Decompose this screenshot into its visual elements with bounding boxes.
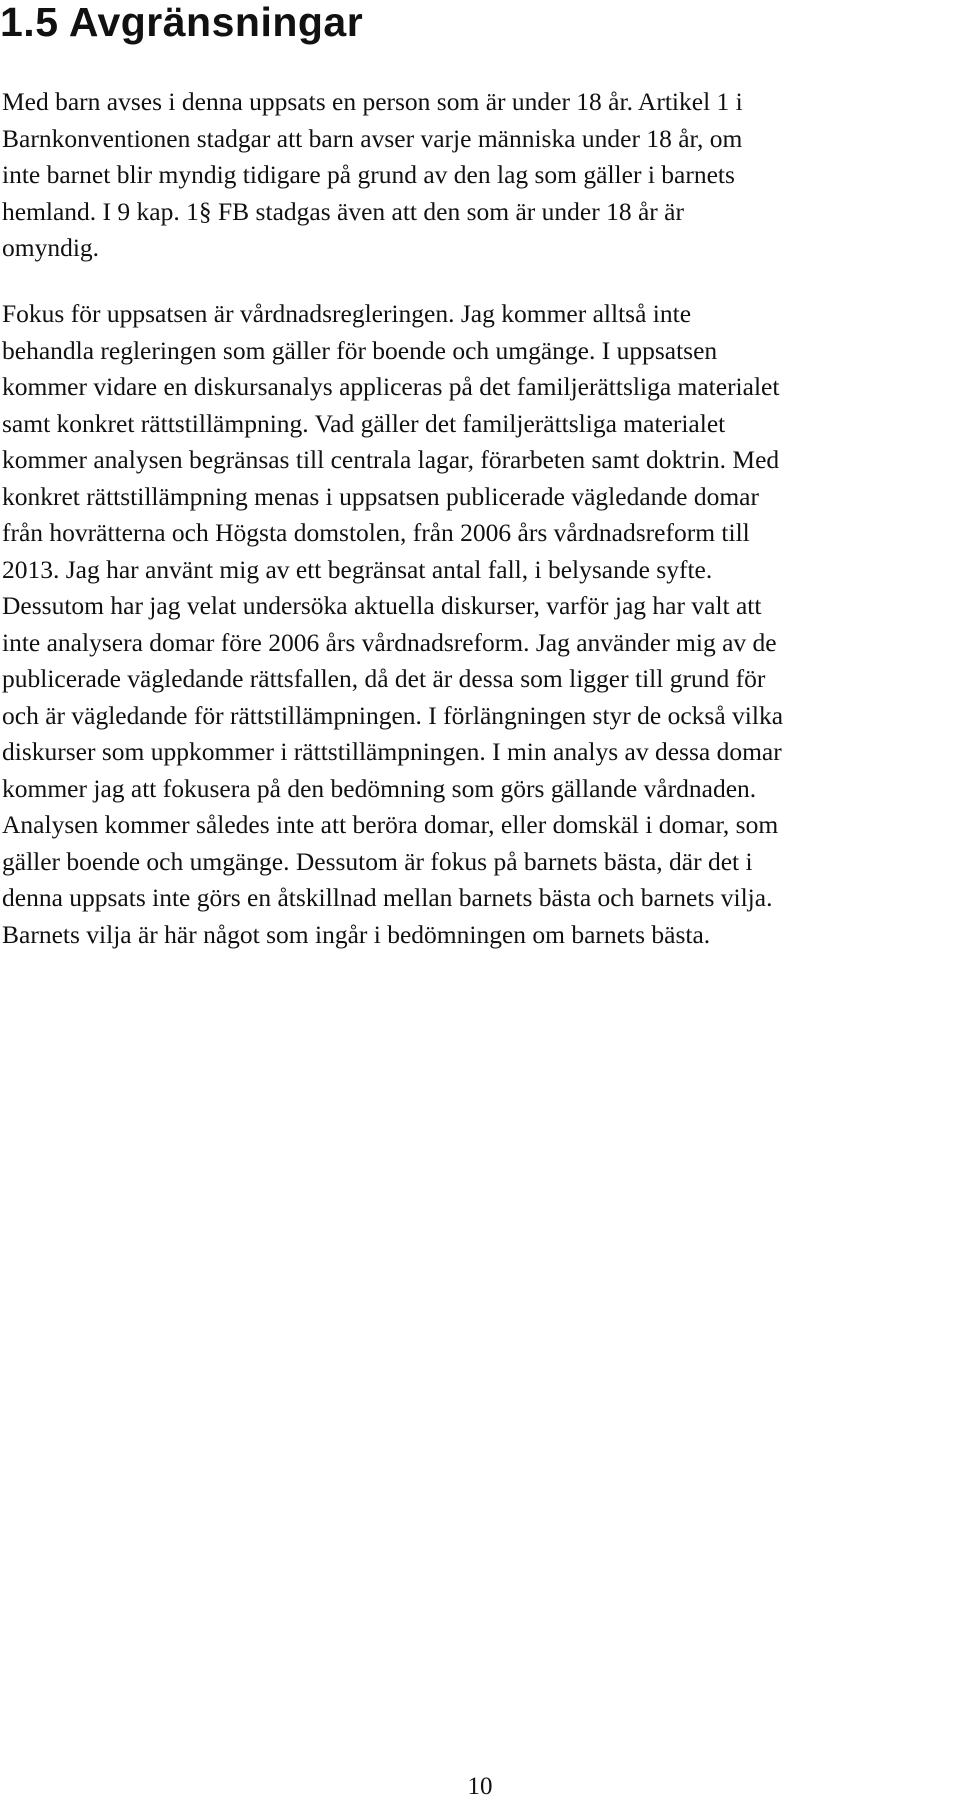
text-line: samt konkret rättstillämpning. Vad gäller det familjerättsliga materialet [2, 408, 726, 438]
text-line: konkret rättstillämpning menas i uppsatsen publicerade vägledande domar [2, 481, 759, 511]
text-line: denna uppsats inte görs en åtskillnad mellan barnets bästa och barnets vilja. [2, 883, 773, 912]
text-line: Dessutom har jag velat undersöka aktuella diskurser, varför jag har valt att [2, 591, 762, 620]
text-line: behandla regleringen som gäller för boende och umgänge. I uppsatsen [2, 335, 718, 365]
paragraph-definition-of-child [2, 84, 956, 267]
text-line: och är vägledande för rättstillämpningen. I förlängningen styr de också vilka [2, 700, 784, 730]
text-line: omyndig. [2, 233, 100, 262]
text-line: Analysen kommer således inte att beröra domar, eller domskäl i domar, som [2, 810, 779, 839]
text-line: från hovrätterna och Högsta domstolen, från 2006 års vårdnadsreform till [2, 518, 750, 547]
text-line: hemland. I 9 kap. 1§ FB stadgas även att den som är under 18 år är [2, 196, 684, 226]
text-line: Fokus för uppsatsen är vårdnadsregleringen. Jag kommer alltså inte [2, 299, 692, 328]
text-line: 2013. Jag har använt mig av ett begränsat antal fall, i belysande syfte. [2, 554, 713, 584]
page-number: 10 [467, 1773, 493, 1800]
text-line: Barnkonventionen stadgar att barn avser varje människa under 18 år, om [2, 123, 743, 153]
text-line: kommer analysen begränsas till centrala lagar, förarbeten samt doktrin. Med [2, 445, 780, 474]
text-line: diskurser som uppkommer i rättstillämpningen. I min analys av dessa domar [2, 737, 782, 766]
text-line: inte barnet blir myndig tidigare på grund av den lag som gäller i barnets [2, 160, 735, 189]
text-line: gäller boende och umgänge. Dessutom är fokus på barnets bästa, där det i [2, 846, 753, 876]
text-line: kommer vidare en diskursanalys appliceras på det familjerättsliga materialet [2, 372, 780, 401]
text-line: publicerade vägledande rättsfallen, då det är dessa som ligger till grund för [2, 664, 766, 693]
text-line: kommer jag att fokusera på den bedömning som görs gällande vårdnaden. [2, 773, 757, 803]
text-line: Barnets vilja är här något som ingår i bedömningen om barnets bästa. [2, 919, 711, 949]
text-line: inte analysera domar före 2006 års vårdnadsreform. Jag använder mig av de [2, 627, 777, 657]
section-heading: 1.5 Avgränsningar [0, 0, 364, 45]
text-line: Med barn avses i denna uppsats en person som är under 18 år. Artikel 1 i [2, 87, 743, 116]
paragraph-focus-and-scope [2, 296, 956, 953]
